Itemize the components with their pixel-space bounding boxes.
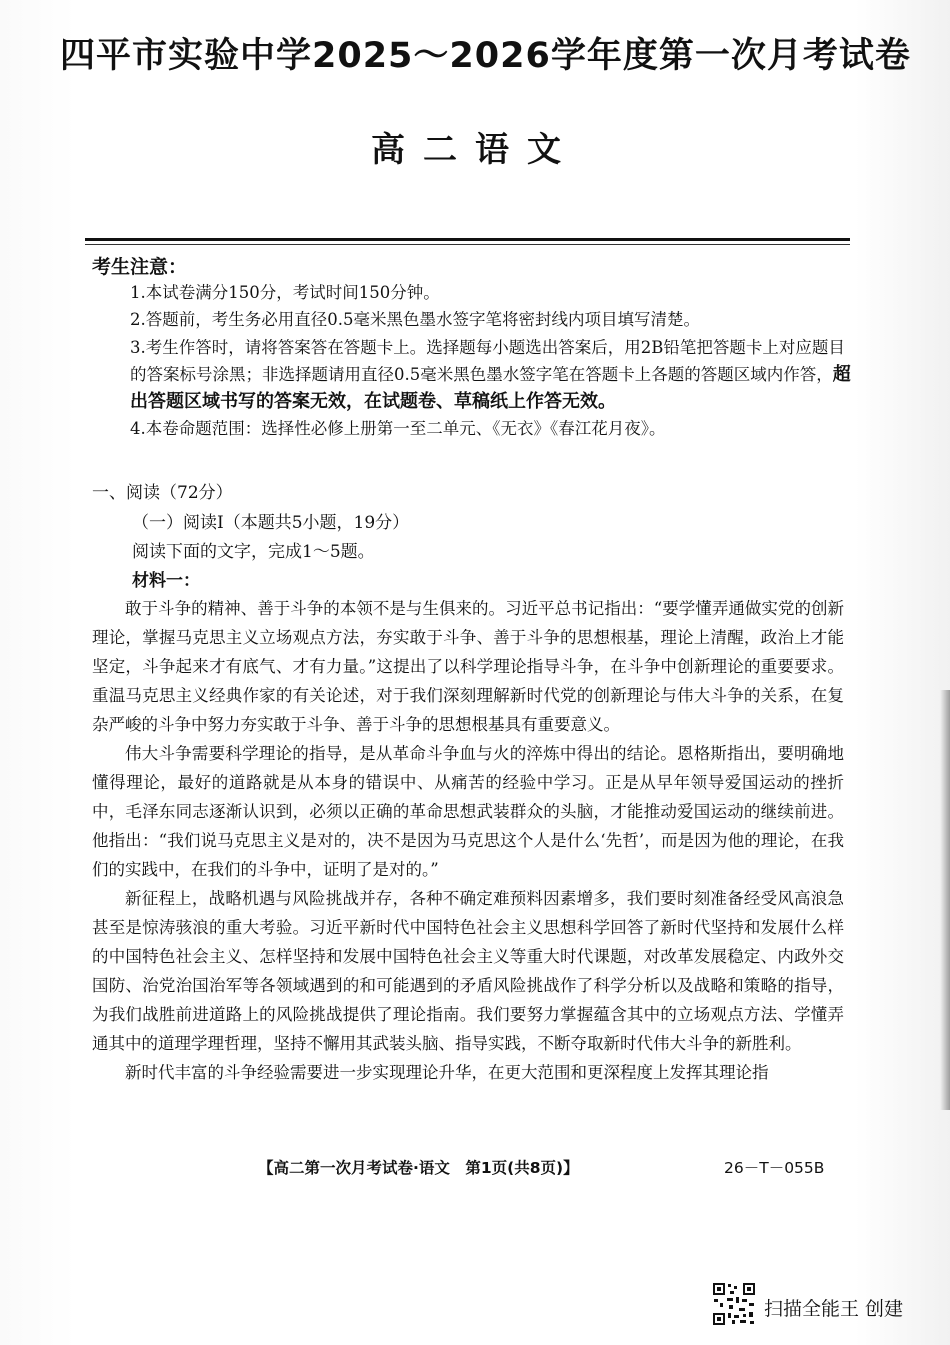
paragraph-3: 新征程上，战略机遇与风险挑战并存，各种不确定难预料因素增多，我们要时刻准备经受风高浪急甚至是惊涛骇浪的重大考验。习近平新时代中国特色社会主义思想科学回答了新时代坚持和发展什么样的中国特色社会主义、怎样坚持和发展中国特色社会主义等重大时代课题，对改革发展稳定、内政外交国防、治党治国治军等各领域遇到的和可能遇到的矛盾风险挑战作了科学分析以及战略和策略的指导，为我们战胜前进道路上的风险挑战提供了理论指南。我们要努力掌握蕴含其中的立场观点方法、学懂弄通其中的道理学理哲理，坚持不懈用其武装头脑、指导实践，不断夺取新时代伟大斗争的新胜利。 <box>92 889 844 1053</box>
exam-subject: 高二语文 <box>371 130 579 170</box>
divider-thick <box>85 238 850 241</box>
exam-title: 四平市实验中学2025～2026学年度第一次月考试卷 <box>60 36 911 76</box>
qr-code-icon <box>712 1282 756 1326</box>
material-body <box>92 594 844 1087</box>
section-sub-heading: （一）阅读Ⅰ（本题共5小题，19分） <box>132 513 410 533</box>
notice-title: 考生注意： <box>92 256 188 278</box>
material-label: 材料一： <box>132 571 200 591</box>
footer-code: 26－T－055B <box>724 1159 825 1177</box>
notice-item-1: 1.本试卷满分150分，考试时间150分钟。 <box>130 283 440 302</box>
notice-list <box>130 279 860 443</box>
paragraph-4: 新时代丰富的斗争经验需要进一步实现理论升华，在更大范围和更深程度上发挥其理论指 <box>125 1063 769 1082</box>
paragraph-2: 伟大斗争需要科学理论的指导，是从革命斗争血与火的淬炼中得出的结论。恩格斯指出，要明确地懂得理论，最好的道路就是从本身的错误中、从痛苦的经验中学习。正是从早年领导爱国运动的挫折中，毛泽东同志逐渐认识到，必须以正确的革命思想武装群众的头脑，才能推动爱国运动的继续前进。他指出：“我们说马克思主义是对的，决不是因为马克思这个人是什么‘先哲’，而是因为他的理论，在我们的实践中，在我们的斗争中，证明了是对的。” <box>92 744 844 879</box>
section-instruction: 阅读下面的文字，完成1～5题。 <box>132 542 375 562</box>
notice-item-3-text: 3.考生作答时，请将答案答在答题卡上。选择题每小题选出答案后，用2B铅笔把答题卡上对应题目的答案标号涂黑；非选择题请用直径0.5毫米黑色墨水签字笔在答题卡上各题的答题区域内作答， <box>130 337 845 384</box>
notice-item-3 <box>130 334 860 416</box>
notice-item-3-emphasis: 超出答题区域书写的答案无效，在试题卷、草稿纸上作答无效。 <box>130 363 851 413</box>
paragraph-1: 敢于斗争的精神、善于斗争的本领不是与生俱来的。习近平总书记指出：“要学懂弄通做实党的创新理论，掌握马克思主义立场观点方法，夯实敢于斗争、善于斗争的思想根基，理论上清醒，政治上才能坚定，斗争起来才有底气、才有力量。”这提出了以科学理论指导斗争，在斗争中创新理论的重要要求。重温马克思主义经典作家的有关论述，对于我们深刻理解新时代党的创新理论与伟大斗争的关系，在复杂严峻的斗争中努力夯实敢于斗争、善于斗争的思想根基具有重要意义。 <box>92 599 844 734</box>
notice-item-4: 4.本卷命题范围：选择性必修上册第一至二单元、《无衣》《春江花月夜》。 <box>130 419 666 439</box>
section-heading: 一、阅读（72分） <box>92 483 233 503</box>
page-edge-shadow <box>940 690 950 1110</box>
scanner-watermark: 扫描全能王 创建 <box>764 1298 904 1320</box>
divider-thin <box>85 244 850 245</box>
notice-item-2: 2.答题前，考生务必用直径0.5毫米黑色墨水签字笔将密封线内项目填写清楚。 <box>130 310 700 330</box>
footer-page-info: 【高二第一次月考试卷·语文 第1页(共8页)】 <box>258 1159 579 1177</box>
